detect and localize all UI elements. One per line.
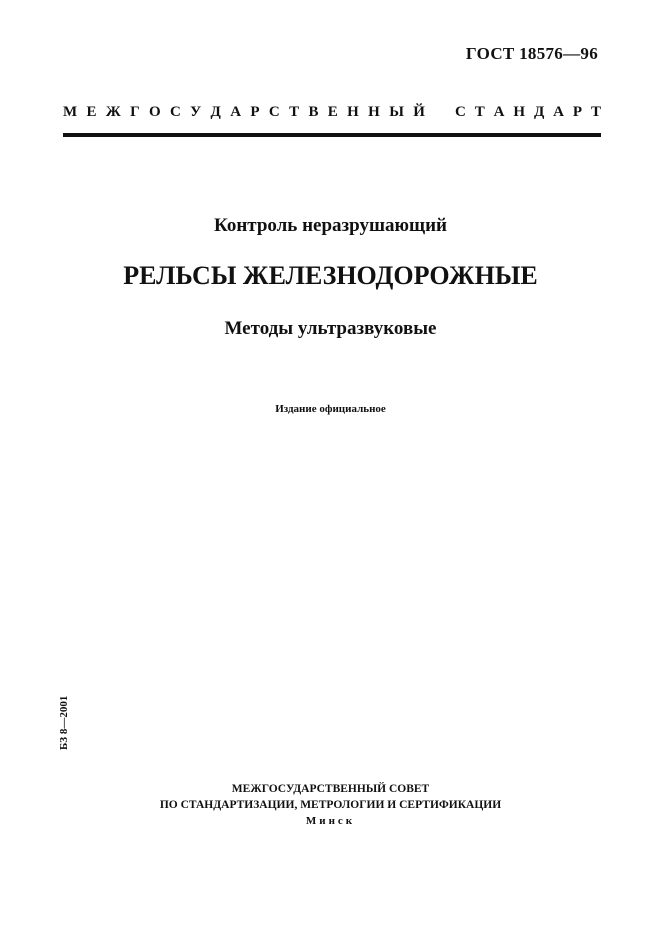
publisher-block [0,781,661,829]
header-rule [63,133,601,137]
document-title: РЕЛЬСЫ ЖЕЛЕЗНОДОРОЖНЫЕ [123,261,538,290]
standard-type-word1: М Е Ж Г О С У Д А Р С Т В Е Н Н Ы Й [63,104,425,120]
standard-type-word2: С Т А Н Д А Р Т [455,104,601,120]
side-code: БЗ 8—2001 [58,695,70,750]
document-number: ГОСТ 18576—96 [465,44,598,63]
publisher-line2: ПО СТАНДАРТИЗАЦИИ, МЕТРОЛОГИИ И СЕРТИФИКАЦИИ [159,799,502,811]
document-subject: Контроль неразрушающий [213,215,447,236]
publisher-line1: МЕЖГОСУДАРСТВЕННЫЙ СОВЕТ [231,783,430,795]
edition-note: Издание официальное [275,403,386,415]
document-subtitle: Методы ультразвуковые [224,318,437,339]
standard-type-heading [63,104,601,121]
publisher-city: Минск [305,815,356,827]
